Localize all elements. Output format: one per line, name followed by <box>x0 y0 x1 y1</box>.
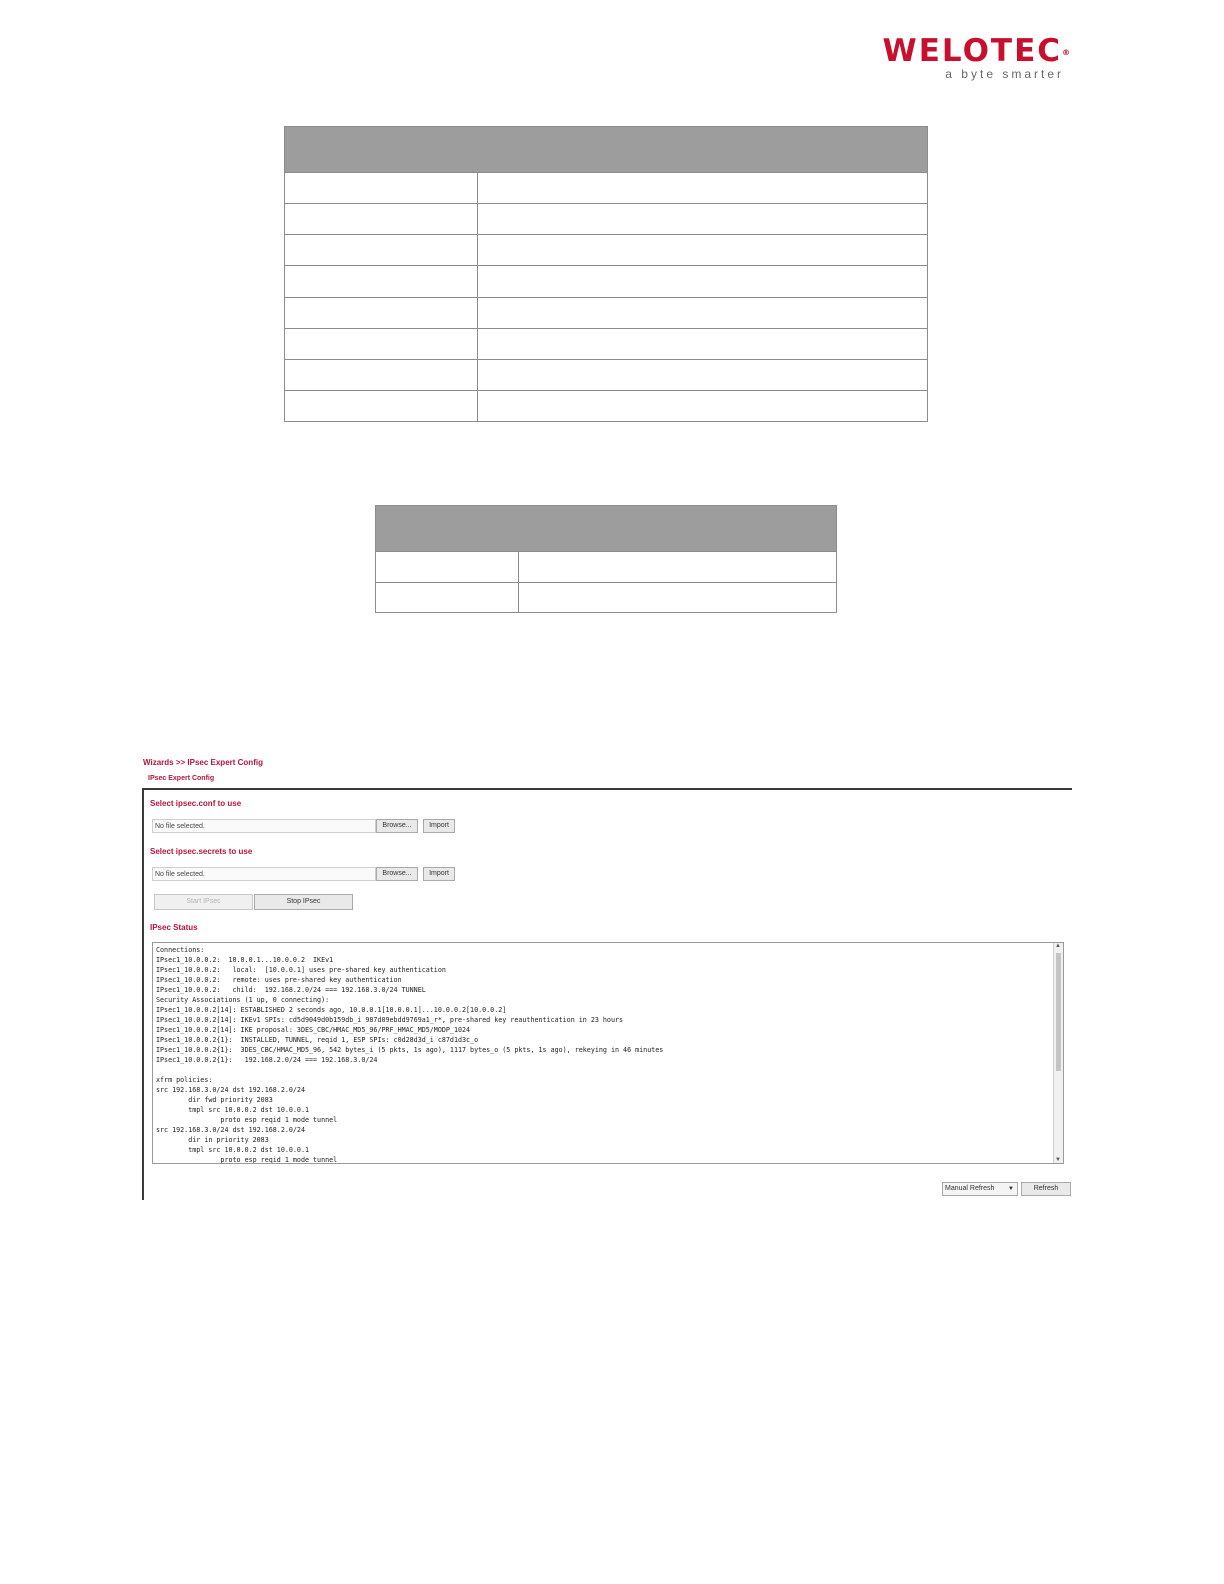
status-output: Connections: IPsec1_10.0.0.2: 10.0.0.1...10.0.0.2 IKEv1 IPsec1_10.0.0.2: local: [10.0.0.1] uses pre-shared key authentication IPsec1_10.0.0.2: remote: uses pre-shared key authentication IPsec1_10.0.0.2: child: 192.168.2.0/24 === 192.168.3.0/24 TUNNEL Security Associations (1 up, 0 connecting): IPsec1_10.0.0.2[14]: ESTABLISHED 2 seconds ago, 10.0.0.1[10.0.0.1]...10.0.0.2[10.0.0.2] IPsec1_10.0.0.2[14]: IKEv1 SPIs: cd5d9049d0b159db_i 987d09ebdd9769a1_r*, pre-shared key reauthentication in 23 hours IPsec1_10.0.0.2[14]: IKE proposal: 3DES_CBC/HMAC_MD5_96/PRF_HMAC_MD5/MODP_1024 IPsec1_10.0.0.2{1}: INSTALLED, TUNNEL, reqid 1, ESP SPIs: c0d28d3d_i c87d1d3c_o IPsec1_10.0.0.2{1}: 3DES_CBC/HMAC_MD5_96, 542 bytes_i (5 pkts, 1s ago), 1117 bytes_o (5 pkts, 1s ago), rekeying in 46 minutes IPsec1_10.0.0.2{1}: 192.168.2.0/24 === 192.168.3.0/24 xfrm policies: src 192.168.3.0/24 dst 192.168.2.0/24 dir fwd priority 2083 tmpl src 10.0.0.2 dst 10.0.0.1 proto esp reqid 1 mode tunnel src 192.168.3.0/24 dst 192.168.2.0/24 dir in priority 2083 tmpl src 10.0.0.2 dst 10.0.0.1 proto esp reqid 1 mode tunnel <box>156 946 664 1164</box>
conf-browse-button[interactable]: Browse... <box>376 819 418 833</box>
breadcrumb[interactable]: Wizards >> IPsec Expert Config <box>143 758 263 767</box>
logo-wordmark: WELOTEC® <box>882 33 1072 69</box>
status-scrollbar[interactable] <box>1053 943 1063 1163</box>
secrets-section-title: Select ipsec.secrets to use <box>150 847 253 856</box>
refresh-mode-select[interactable] <box>942 1182 1018 1196</box>
secrets-browse-button[interactable]: Browse... <box>376 867 418 881</box>
parameter-table-1 <box>284 126 928 422</box>
table-row <box>376 552 837 583</box>
stop-ipsec-button[interactable]: Stop IPsec <box>254 894 353 910</box>
refresh-mode-value: Manual Refresh <box>945 1185 995 1192</box>
table-row <box>285 297 928 328</box>
start-ipsec-button[interactable]: Start IPsec <box>154 894 253 910</box>
parameter-table-2 <box>375 505 837 613</box>
logo-tagline: a byte smarter <box>945 67 1064 81</box>
conf-import-button[interactable]: Import <box>423 819 455 833</box>
conf-section-title: Select ipsec.conf to use <box>150 799 242 808</box>
refresh-button[interactable]: Refresh <box>1021 1182 1071 1196</box>
panel-title: IPsec Expert Config <box>148 775 215 782</box>
conf-file-input[interactable]: No file selected. <box>152 819 376 833</box>
table-row <box>285 235 928 266</box>
scroll-thumb[interactable] <box>1056 953 1061 1071</box>
table-header <box>376 506 837 552</box>
scroll-down-icon[interactable]: ▼ <box>1055 1157 1061 1163</box>
table-header <box>285 127 928 173</box>
welotec-logo <box>836 33 1072 84</box>
table-row <box>376 582 837 613</box>
table-row <box>285 173 928 204</box>
chevron-down-icon: ▼ <box>1008 1186 1014 1192</box>
secrets-import-button[interactable]: Import <box>423 867 455 881</box>
ipsec-expert-config-screenshot <box>142 755 1072 1200</box>
status-textarea[interactable] <box>152 942 1064 1164</box>
table-row <box>285 390 928 421</box>
config-panel <box>142 788 1072 1200</box>
status-section-title: IPsec Status <box>150 923 198 932</box>
table-row <box>285 359 928 390</box>
scroll-up-icon[interactable]: ▲ <box>1055 943 1061 949</box>
table-row <box>285 328 928 359</box>
table-row <box>285 266 928 297</box>
secrets-file-input[interactable]: No file selected. <box>152 867 376 881</box>
table-row <box>285 204 928 235</box>
